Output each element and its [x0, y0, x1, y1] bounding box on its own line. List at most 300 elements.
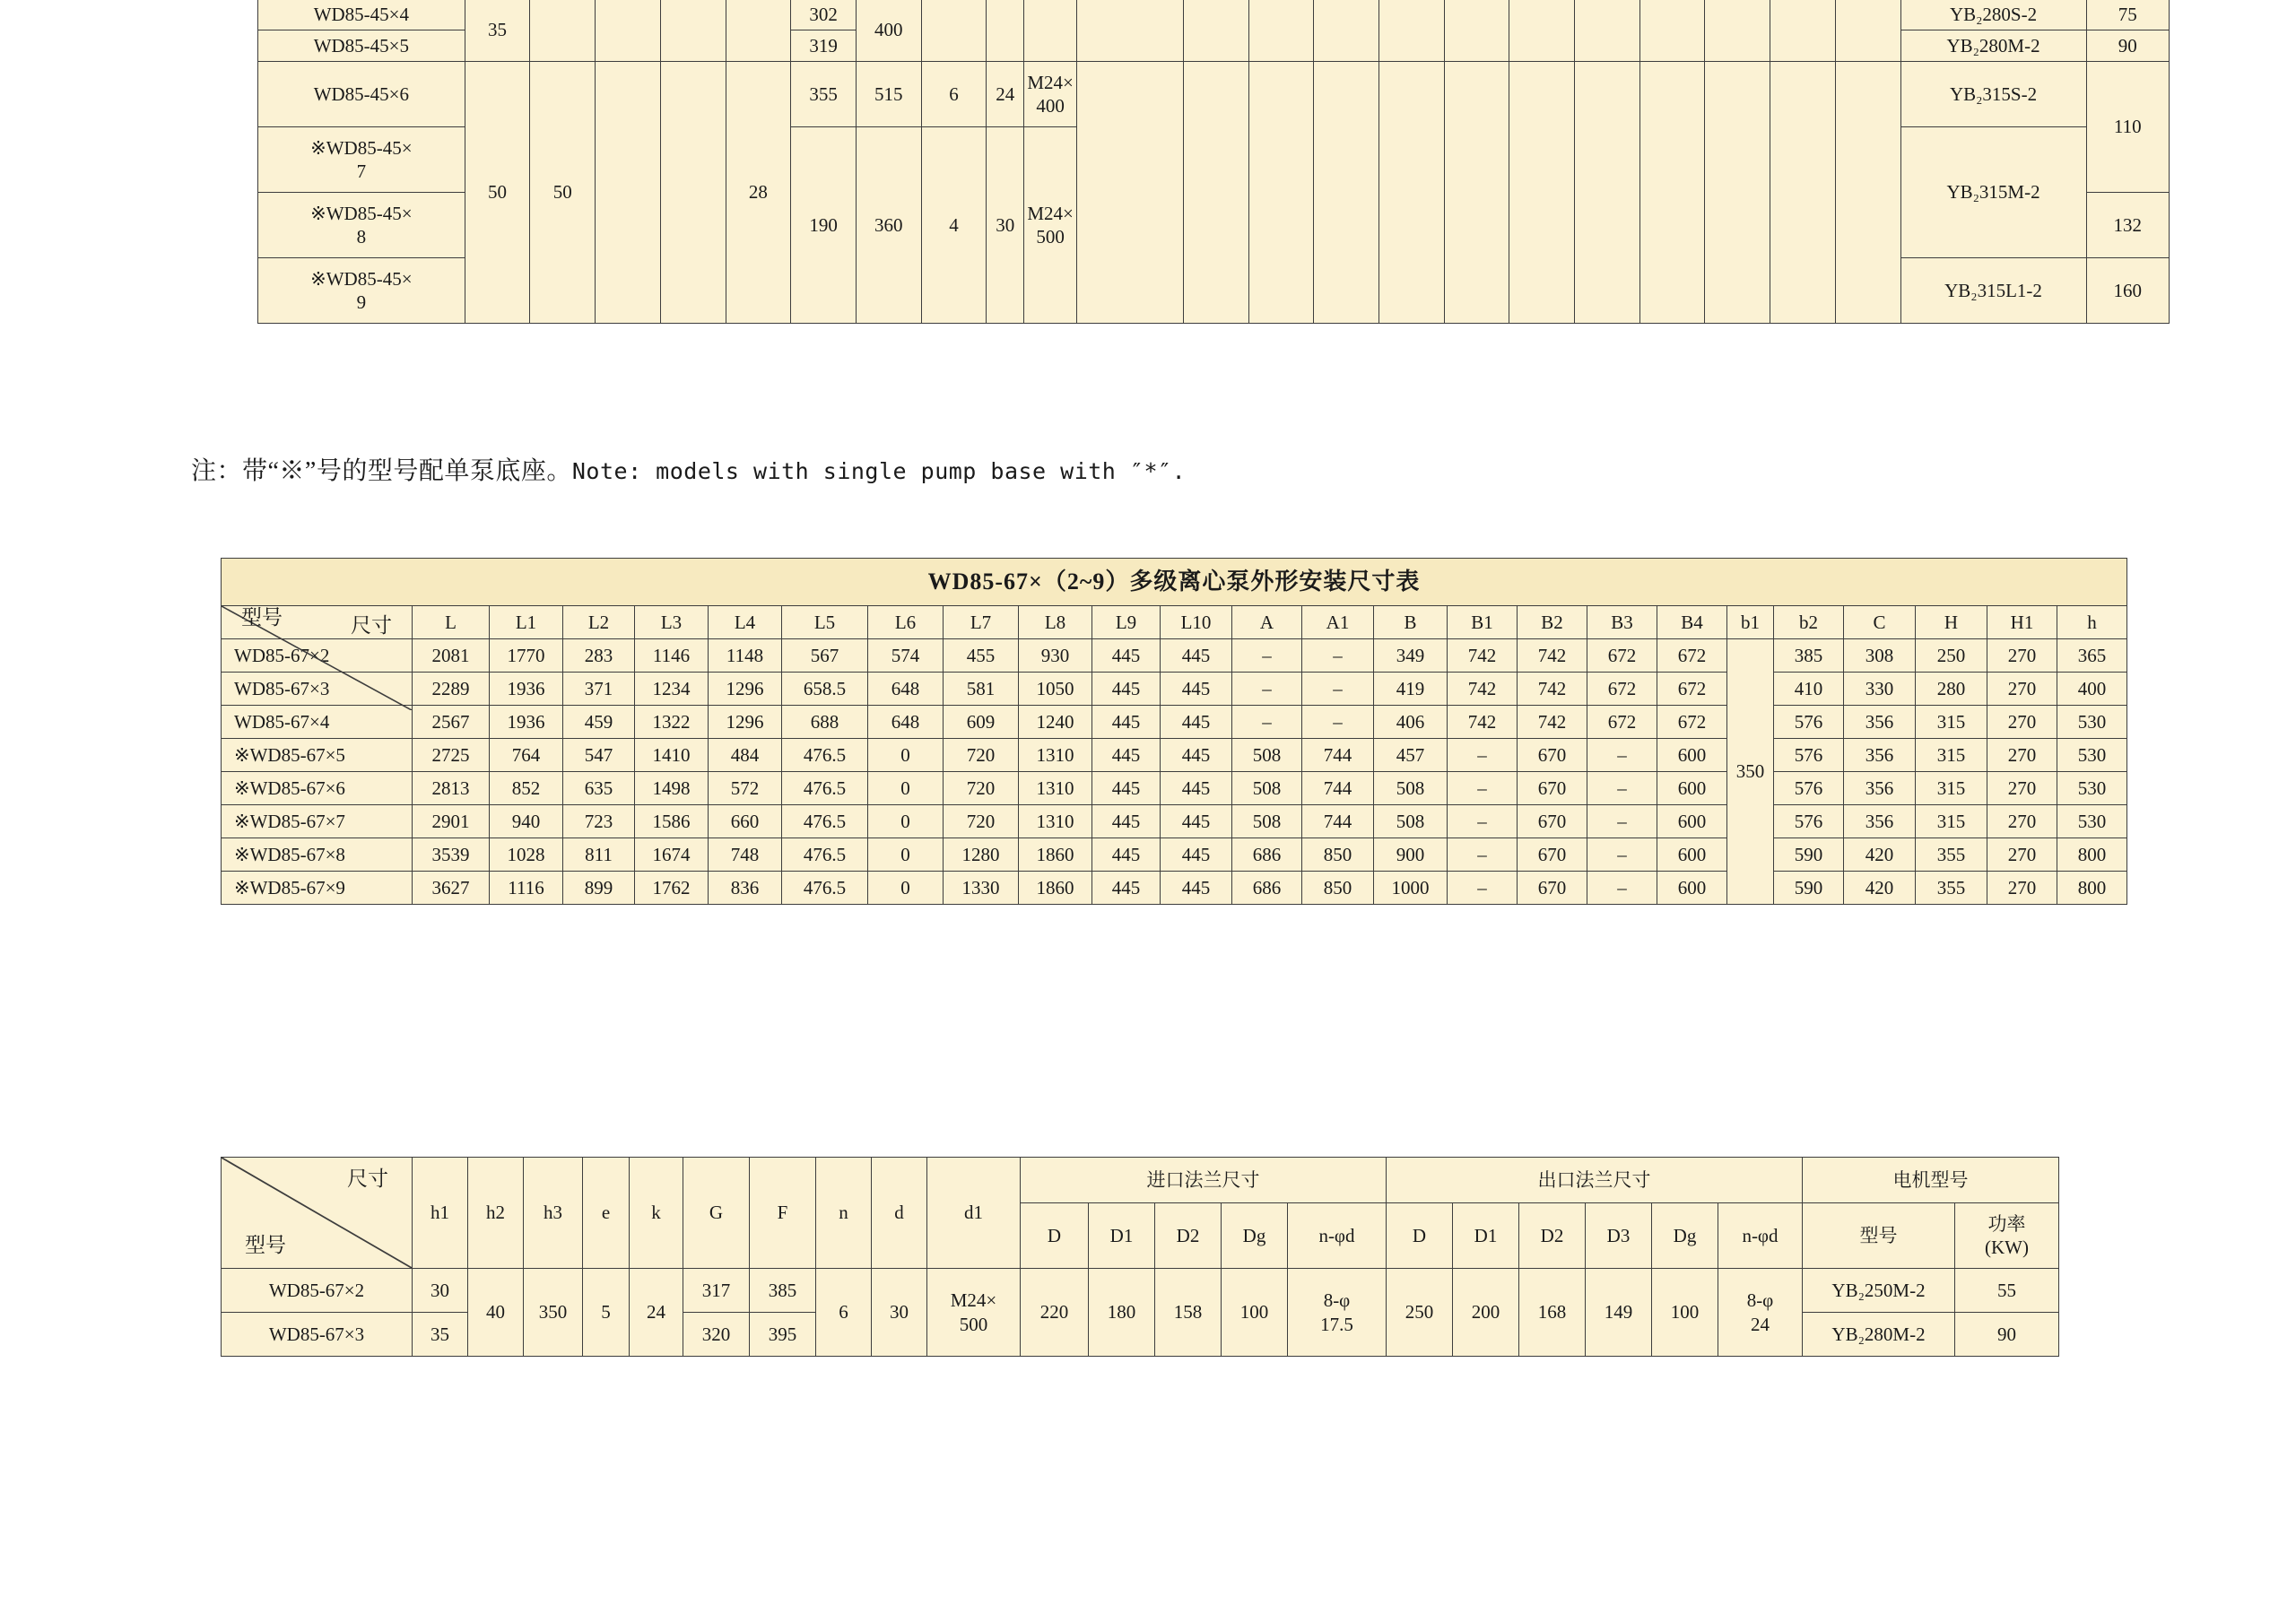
cell-blank [1639, 0, 1705, 62]
col-header: H [1916, 606, 1987, 639]
cell-value: 600 [1657, 772, 1727, 805]
cell-value: – [1587, 739, 1657, 772]
table-wd85-67-dimensions [221, 558, 2127, 905]
cell-value: 385 [1774, 639, 1844, 673]
cell-motor-power: 90 [2086, 30, 2170, 62]
cell-blank [726, 0, 791, 62]
cell-value: 0 [868, 772, 944, 805]
cell-value: 658.5 [782, 673, 868, 706]
cell-f: 400 [856, 0, 921, 62]
cell-value: 723 [563, 805, 635, 838]
cell-value: 445 [1161, 772, 1232, 805]
cell-motor-model: YB₂250M-2 [1803, 1269, 1955, 1313]
cell-value: 476.5 [782, 838, 868, 872]
cell-value: 547 [563, 739, 635, 772]
cell-value: 600 [1657, 805, 1727, 838]
cell-e: 5 [583, 1269, 630, 1357]
cell-g: 317 [683, 1269, 750, 1313]
cell-blank [1509, 0, 1575, 62]
table-row [258, 62, 2170, 127]
cell-value: 670 [1518, 739, 1587, 772]
cell-outlet-d1: 200 [1453, 1269, 1519, 1357]
cell-value: 600 [1657, 739, 1727, 772]
cell-outlet-dg: 100 [1652, 1269, 1718, 1357]
cell-model: ※WD85-45× 7 [258, 127, 465, 193]
cell-value: 508 [1374, 805, 1448, 838]
cell-value: 1148 [709, 639, 782, 673]
outlet-nd-line2: 24 [1751, 1313, 1770, 1335]
group-header-motor: 电机型号 [1803, 1158, 2059, 1203]
cell-value: 420 [1844, 872, 1916, 905]
cell-model: ※WD85-67×9 [222, 872, 413, 905]
cell-motor-model: YB₂280M-2 [1900, 30, 2086, 62]
cell-blank [987, 0, 1024, 62]
mid-table-grid [221, 558, 2127, 905]
cell-value: 459 [563, 706, 635, 739]
cell-value: 1762 [635, 872, 709, 905]
col-header: B1 [1448, 606, 1518, 639]
cell-value: 356 [1844, 772, 1916, 805]
cell-blank [1639, 62, 1705, 324]
col-header: b2 [1774, 606, 1844, 639]
bot-table-grid [221, 1157, 2059, 1357]
cell-value: 1296 [709, 706, 782, 739]
col-header: B4 [1657, 606, 1727, 639]
cell-value: 672 [1587, 673, 1657, 706]
col-header-inlet-nd: n-φd [1288, 1203, 1387, 1269]
outlet-nd-line1: 8-φ [1746, 1289, 1774, 1312]
cell-value: 742 [1448, 673, 1518, 706]
cell-value: 419 [1374, 673, 1448, 706]
cell-k: 24 [630, 1269, 683, 1357]
cell-blank [1575, 62, 1640, 324]
cell-value: 445 [1161, 706, 1232, 739]
cell-value: 688 [782, 706, 868, 739]
cell-value: 900 [1374, 838, 1448, 872]
cell-value: 445 [1092, 673, 1161, 706]
cell-value: 365 [2057, 639, 2127, 673]
cell-value: 315 [1916, 805, 1987, 838]
cell-value: 270 [1987, 838, 2057, 872]
cell-value: 1674 [635, 838, 709, 872]
cell-d1-line1: M24× [950, 1289, 997, 1312]
cell-blank [660, 62, 726, 324]
cell-value: 672 [1657, 706, 1727, 739]
cell-model: WD85-67×3 [222, 1313, 413, 1357]
table-row [258, 0, 2170, 30]
table-row [222, 639, 2127, 673]
cell-value: 2289 [413, 673, 490, 706]
cell-h1: 35 [413, 1313, 468, 1357]
cell-value: 742 [1448, 706, 1518, 739]
cell-model: ※WD85-67×6 [222, 772, 413, 805]
cell-value: 445 [1092, 772, 1161, 805]
cell-value: 280 [1916, 673, 1987, 706]
cell-blank [1770, 0, 1836, 62]
cell-value: 672 [1587, 706, 1657, 739]
cell-value: 445 [1161, 838, 1232, 872]
cell-value: 356 [1844, 805, 1916, 838]
cell-h2: 40 [468, 1269, 524, 1357]
cell-value: 686 [1232, 872, 1302, 905]
cell-value: – [1448, 872, 1518, 905]
cell-value: 660 [709, 805, 782, 838]
cell-value: 672 [1657, 673, 1727, 706]
cell-value: 670 [1518, 805, 1587, 838]
col-header: L2 [563, 606, 635, 639]
cell-blank [1314, 62, 1379, 324]
cell-value: 635 [563, 772, 635, 805]
cell-motor-power: 75 [2086, 0, 2170, 30]
cell-value: 576 [1774, 739, 1844, 772]
cell-value: 574 [868, 639, 944, 673]
cell-value: 445 [1161, 639, 1232, 673]
motor-power-line2: (KW) [1985, 1237, 2029, 1258]
cell-outlet-nd [1718, 1269, 1803, 1357]
corner-model-label: 型号 [241, 606, 283, 629]
cell-value: – [1587, 872, 1657, 905]
col-header-outlet-d2: D2 [1519, 1203, 1586, 1269]
cell-value: 270 [1987, 805, 2057, 838]
cell-value: 445 [1161, 739, 1232, 772]
cell-value: 836 [709, 872, 782, 905]
cell-value: – [1448, 739, 1518, 772]
cell-value: 1296 [709, 673, 782, 706]
cell-value: 1116 [490, 872, 563, 905]
cell-value: 308 [1844, 639, 1916, 673]
cell-h1-merged: 50 [465, 62, 530, 324]
col-header: L10 [1161, 606, 1232, 639]
cell-value: 530 [2057, 706, 2127, 739]
cell-inlet-d2: 158 [1155, 1269, 1222, 1357]
cell-value: 648 [868, 706, 944, 739]
cell-value: 850 [1302, 838, 1374, 872]
cell-value: 315 [1916, 772, 1987, 805]
cell-value: 508 [1232, 772, 1302, 805]
cell-blank [1705, 62, 1770, 324]
cell-blank [1378, 62, 1444, 324]
cell-value: 1498 [635, 772, 709, 805]
cell-blank [1835, 62, 1900, 324]
col-header: H1 [1987, 606, 2057, 639]
cell-value: 3539 [413, 838, 490, 872]
footnote-en: Note: models with single pump base with ″*″. [571, 458, 1187, 484]
footnote-cn: 注：带“※”号的型号配单泵底座。 [191, 457, 572, 485]
cell-value: 764 [490, 739, 563, 772]
cell-value: 572 [709, 772, 782, 805]
col-header: L4 [709, 606, 782, 639]
cell-blank [1835, 0, 1900, 62]
cell-value: 2813 [413, 772, 490, 805]
cell-g: 319 [791, 30, 857, 62]
cell-g: 355 [791, 62, 857, 127]
cell-value: 1410 [635, 739, 709, 772]
table-row [222, 872, 2127, 905]
corner-model-label: 型号 [245, 1234, 286, 1257]
cell-h1: 35 [465, 0, 530, 62]
cell-motor-power: 110 [2086, 62, 2170, 193]
cell-value: 1240 [1019, 706, 1092, 739]
cell-outlet-d: 250 [1387, 1269, 1453, 1357]
cell-blank [596, 62, 661, 324]
col-header: L6 [868, 606, 944, 639]
cell-d1: M24× 500 [1024, 127, 1077, 324]
corner-dimension-label: 尺寸 [351, 614, 392, 637]
cell-value: 349 [1374, 639, 1448, 673]
cell-g: 302 [791, 0, 857, 30]
cell-value: 720 [944, 772, 1019, 805]
cell-value: 445 [1092, 706, 1161, 739]
cell-value: 576 [1774, 772, 1844, 805]
cell-value: 670 [1518, 772, 1587, 805]
col-header: A [1232, 606, 1302, 639]
cell-value: 270 [1987, 706, 2057, 739]
mid-table-title: WD85-67×（2~9）多级离心泵外形安装尺寸表 [222, 559, 2127, 606]
cell-value: 1860 [1019, 838, 1092, 872]
cell-value: 2081 [413, 639, 490, 673]
col-header: L7 [944, 606, 1019, 639]
cell-value: 748 [709, 838, 782, 872]
cell-motor-model: YB₂315S-2 [1900, 62, 2086, 127]
cell-blank [1248, 0, 1314, 62]
cell-d1: M24× 400 [1024, 62, 1077, 127]
col-header: n [816, 1158, 872, 1269]
col-header: B [1374, 606, 1448, 639]
col-header: e [583, 1158, 630, 1269]
cell-value: 672 [1587, 639, 1657, 673]
table-row [222, 706, 2127, 739]
cell-value: 0 [868, 872, 944, 905]
cell-blank [1509, 62, 1575, 324]
cell-model: ※WD85-67×5 [222, 739, 413, 772]
cell-value: 371 [563, 673, 635, 706]
motor-power-line1: 功率 [1987, 1212, 2026, 1235]
cell-value: 850 [1302, 872, 1374, 905]
cell-value: 670 [1518, 872, 1587, 905]
cell-value: – [1302, 673, 1374, 706]
table-row [222, 838, 2127, 872]
cell-model: ※WD85-45× 9 [258, 258, 465, 324]
cell-value: 648 [868, 673, 944, 706]
cell-blank [1024, 0, 1077, 62]
cell-value: 1146 [635, 639, 709, 673]
cell-value: – [1587, 805, 1657, 838]
table-row [222, 673, 2127, 706]
cell-value: 600 [1657, 838, 1727, 872]
cell-value: 742 [1448, 639, 1518, 673]
cell-value: 315 [1916, 739, 1987, 772]
cell-d: 24 [987, 62, 1024, 127]
cell-h1: 30 [413, 1269, 468, 1313]
cell-value: 581 [944, 673, 1019, 706]
cell-value: 410 [1774, 673, 1844, 706]
col-header-inlet-d1: D1 [1089, 1203, 1155, 1269]
col-header: L3 [635, 606, 709, 639]
cell-blank [530, 0, 596, 62]
cell-value: 484 [709, 739, 782, 772]
cell-value: 590 [1774, 838, 1844, 872]
table-row [222, 805, 2127, 838]
col-header: d [872, 1158, 927, 1269]
cell-value: 744 [1302, 739, 1374, 772]
cell-value: 530 [2057, 739, 2127, 772]
cell-value: 508 [1374, 772, 1448, 805]
cell-value: 455 [944, 639, 1019, 673]
cell-value: 445 [1092, 872, 1161, 905]
table-row [222, 772, 2127, 805]
cell-value: 2567 [413, 706, 490, 739]
cell-blank [1444, 62, 1509, 324]
cell-blank [1378, 0, 1444, 62]
cell-value: 508 [1232, 805, 1302, 838]
cell-value: 445 [1161, 805, 1232, 838]
top-table-grid [257, 0, 2170, 324]
footnote-line [191, 451, 1186, 487]
cell-value: 1050 [1019, 673, 1092, 706]
cell-value: 400 [2057, 673, 2127, 706]
col-header-outlet-d: D [1387, 1203, 1453, 1269]
cell-f: 360 [856, 127, 921, 324]
cell-value: 355 [1916, 838, 1987, 872]
cell-value: 609 [944, 706, 1019, 739]
cell-blank [596, 0, 661, 62]
cell-value: 930 [1019, 639, 1092, 673]
cell-value: 270 [1987, 872, 2057, 905]
col-header: k [630, 1158, 683, 1269]
cell-value: 0 [868, 739, 944, 772]
cell-h2-merged: 50 [530, 62, 596, 324]
cell-value: 356 [1844, 739, 1916, 772]
table-wd85-67-flange-motor [221, 1157, 2059, 1357]
cell-value: 476.5 [782, 739, 868, 772]
cell-model: ※WD85-45× 8 [258, 193, 465, 258]
cell-value: – [1232, 706, 1302, 739]
cell-model: WD85-45×6 [258, 62, 465, 127]
col-header: d1 [927, 1158, 1021, 1269]
cell-value: 742 [1518, 706, 1587, 739]
cell-h3: 350 [524, 1269, 583, 1357]
cell-n: 6 [816, 1269, 872, 1357]
cell-blank [1705, 0, 1770, 62]
inlet-nd-line2: 17.5 [1320, 1313, 1353, 1335]
col-header: b1 [1727, 606, 1774, 639]
cell-motor-model: YB₂315M-2 [1900, 127, 2086, 258]
cell-n: 6 [921, 62, 987, 127]
col-header: B3 [1587, 606, 1657, 639]
col-header-outlet-d3: D3 [1586, 1203, 1652, 1269]
mid-table-header-row [222, 606, 2127, 639]
cell-blank [1314, 0, 1379, 62]
cell-value: 1000 [1374, 872, 1448, 905]
cell-value: 1310 [1019, 739, 1092, 772]
cell-value: 672 [1657, 639, 1727, 673]
col-header-inlet-d2: D2 [1155, 1203, 1222, 1269]
col-header: G [683, 1158, 750, 1269]
cell-model: ※WD85-67×8 [222, 838, 413, 872]
cell-value: 1234 [635, 673, 709, 706]
cell-b1-merged: 350 [1727, 639, 1774, 905]
mid-table-title-row [222, 559, 2127, 606]
col-header: F [750, 1158, 816, 1269]
cell-value: 283 [563, 639, 635, 673]
cell-value: 420 [1844, 838, 1916, 872]
cell-f: 515 [856, 62, 921, 127]
cell-model: WD85-67×2 [222, 1269, 413, 1313]
cell-value: – [1302, 706, 1374, 739]
col-header: L8 [1019, 606, 1092, 639]
cell-value: 1936 [490, 706, 563, 739]
cell-value: 800 [2057, 872, 2127, 905]
cell-model: WD85-67×3 [222, 673, 413, 706]
col-header: h3 [524, 1158, 583, 1269]
cell-value: 720 [944, 739, 1019, 772]
cell-value: 457 [1374, 739, 1448, 772]
cell-value: – [1587, 772, 1657, 805]
cell-blank [1183, 0, 1248, 62]
col-header: C [1844, 606, 1916, 639]
cell-value: 742 [1518, 673, 1587, 706]
cell-blank [1076, 0, 1183, 62]
cell-value: – [1587, 838, 1657, 872]
cell-value: 530 [2057, 805, 2127, 838]
cell-motor-power: 160 [2086, 258, 2170, 324]
cell-model: WD85-67×2 [222, 639, 413, 673]
corner-header-cell [222, 1158, 413, 1269]
cell-value: 530 [2057, 772, 2127, 805]
cell-value: 1028 [490, 838, 563, 872]
cell-blank [1076, 62, 1183, 324]
cell-blank [1444, 0, 1509, 62]
table-row [222, 739, 2127, 772]
col-header-inlet-d: D [1021, 1203, 1089, 1269]
cell-value: 940 [490, 805, 563, 838]
cell-value: 742 [1518, 639, 1587, 673]
cell-motor-power: 55 [1955, 1269, 2059, 1313]
cell-value: 1860 [1019, 872, 1092, 905]
cell-value: 576 [1774, 805, 1844, 838]
col-header-outlet-dg: Dg [1652, 1203, 1718, 1269]
cell-value: 720 [944, 805, 1019, 838]
cell-value: 1770 [490, 639, 563, 673]
cell-blank [1183, 62, 1248, 324]
cell-value: 576 [1774, 706, 1844, 739]
inlet-nd-line1: 8-φ [1323, 1289, 1351, 1312]
cell-value: 3627 [413, 872, 490, 905]
cell-f: 395 [750, 1313, 816, 1357]
cell-value: 270 [1987, 739, 2057, 772]
cell-value: 270 [1987, 673, 2057, 706]
cell-motor-power: 90 [1955, 1313, 2059, 1357]
cell-value: – [1448, 805, 1518, 838]
cell-value: 445 [1092, 838, 1161, 872]
cell-value: 330 [1844, 673, 1916, 706]
cell-model: WD85-45×4 [258, 0, 465, 30]
col-header: A1 [1302, 606, 1374, 639]
col-header: h1 [413, 1158, 468, 1269]
table-row [222, 1269, 2059, 1313]
cell-value: 567 [782, 639, 868, 673]
cell-value: 445 [1092, 805, 1161, 838]
col-header-motor-power [1955, 1203, 2059, 1269]
cell-value: 600 [1657, 872, 1727, 905]
col-header: L [413, 606, 490, 639]
cell-value: 1936 [490, 673, 563, 706]
cell-value: 2901 [413, 805, 490, 838]
cell-value: 445 [1161, 872, 1232, 905]
col-header-outlet-d1: D1 [1453, 1203, 1519, 1269]
cell-e-merged: 28 [726, 62, 791, 324]
cell-value: 744 [1302, 772, 1374, 805]
